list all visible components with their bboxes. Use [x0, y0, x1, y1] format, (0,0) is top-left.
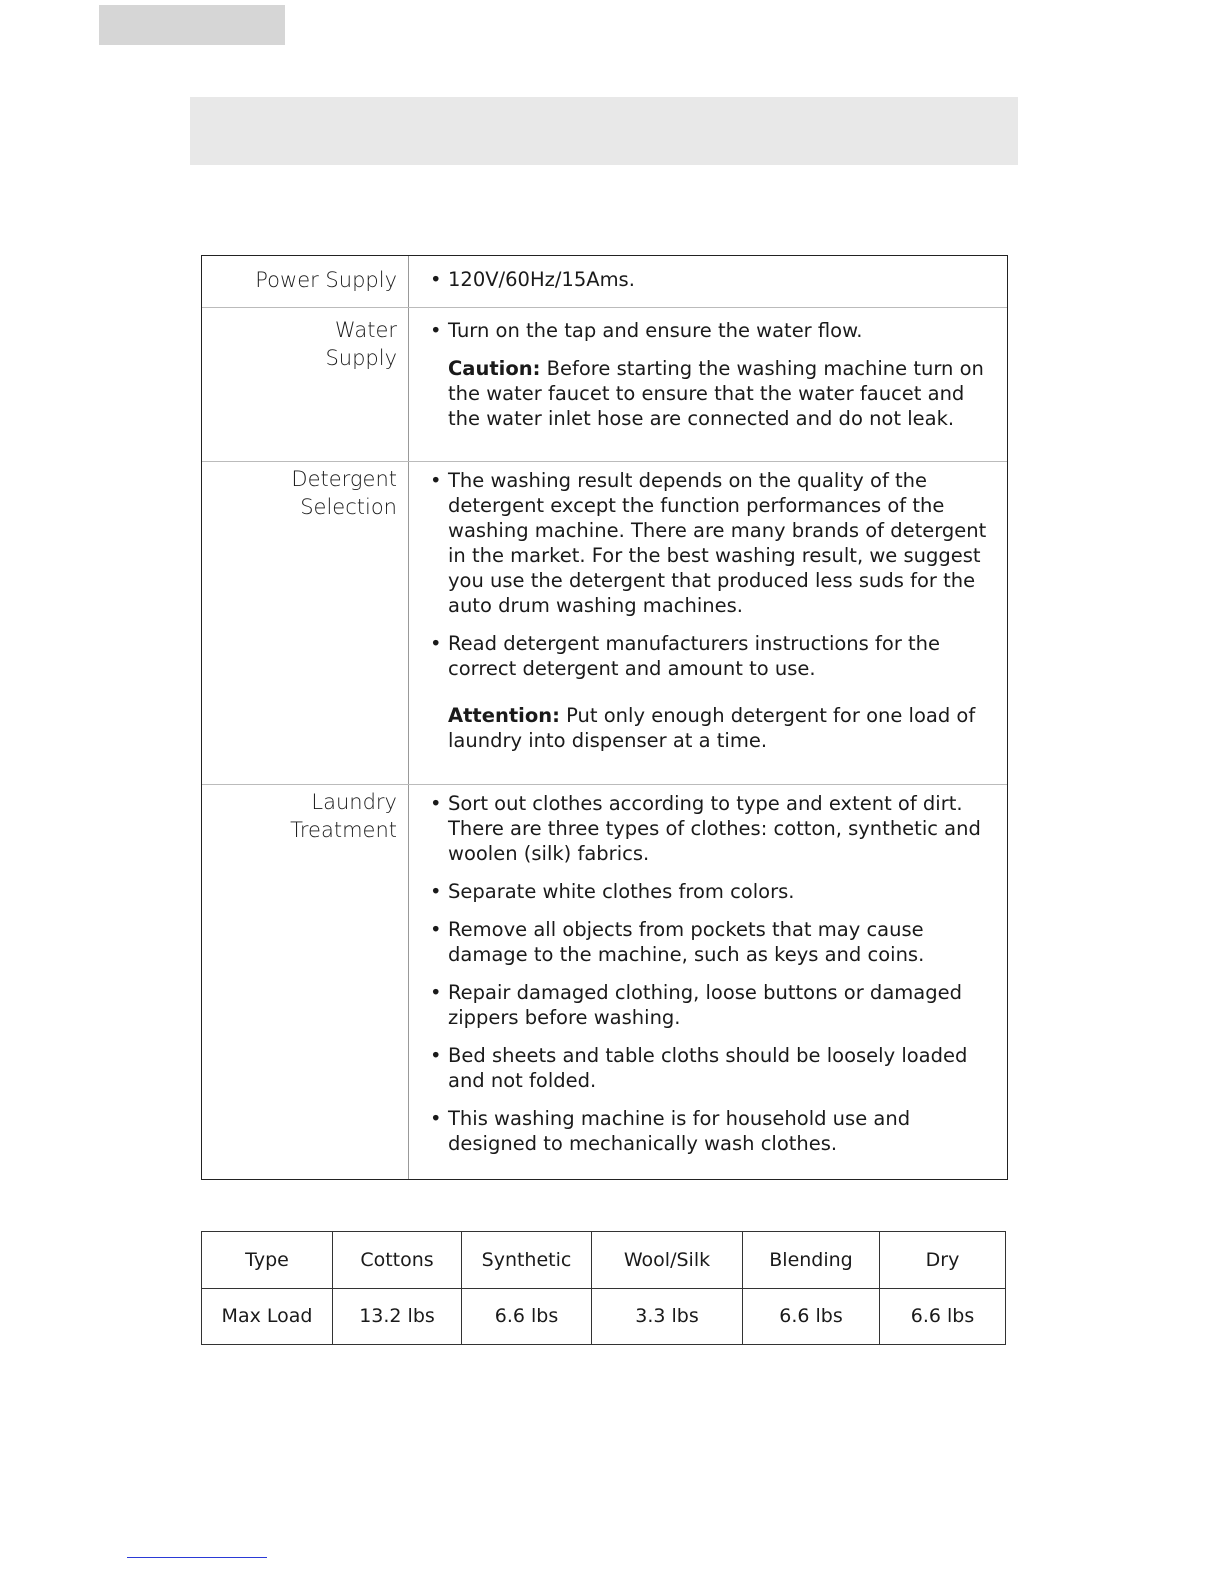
detergent-selection-content — [430, 468, 1000, 753]
list-item: • 120V/60Hz/15Ams. — [430, 267, 1000, 292]
instructions-table — [201, 255, 1008, 1180]
attention-note — [448, 703, 1000, 753]
table-cell: 13.2 lbs — [333, 1288, 462, 1345]
table-header-cell: Dry — [880, 1232, 1006, 1289]
column-divider — [408, 256, 409, 1179]
table-header-cell: Synthetic — [462, 1232, 592, 1289]
row-label-laundry-treatment: Laundry Treatment — [290, 790, 397, 842]
row-label-water-supply: Water Supply — [325, 318, 397, 370]
row-label-power-supply: Power Supply — [255, 268, 397, 292]
list-item: • The washing result depends on the quality of the detergent except the function performances of the washing machine. There are many brands of detergent in the market. For the best washing result, we suggest you use the detergent that produced less suds for the auto drum washing machines. — [430, 468, 1000, 618]
table-cell: 6.6 lbs — [880, 1288, 1006, 1345]
row-label-detergent-selection: Detergent Selection — [291, 467, 397, 519]
list-item: • Bed sheets and table cloths should be loosely loaded and not folded. — [430, 1043, 1000, 1093]
row-divider — [202, 784, 1007, 785]
attention-label: Attention: — [448, 704, 560, 727]
table-header-cell: Type — [202, 1232, 333, 1289]
table-header-cell: Cottons — [333, 1232, 462, 1289]
table-header-cell: Blending — [743, 1232, 880, 1289]
table-cell: 6.6 lbs — [462, 1288, 592, 1345]
table-header-row — [202, 1232, 1006, 1289]
list-item: • This washing machine is for household use and designed to mechanically wash clothes. — [430, 1106, 1000, 1156]
caution-label: Caution: — [448, 357, 541, 380]
list-item: • Remove all objects from pockets that may cause damage to the machine, such as keys and coins. — [430, 917, 1000, 967]
water-supply-content — [430, 318, 1000, 431]
table-cell: 6.6 lbs — [743, 1288, 880, 1345]
row-divider — [202, 307, 1007, 308]
caution-note — [448, 356, 1000, 431]
list-item: • Separate white clothes from colors. — [430, 879, 1000, 904]
list-item: • Repair damaged clothing, loose buttons or damaged zippers before washing. — [430, 980, 1000, 1030]
table-cell: Max Load — [202, 1288, 333, 1345]
row-divider — [202, 461, 1007, 462]
power-supply-content — [430, 267, 1000, 305]
footer-link-underline — [127, 1557, 267, 1558]
table-cell: 3.3 lbs — [592, 1288, 743, 1345]
caution-text: Before starting the washing machine turn on the water faucet to ensure that the water faucet and the water inlet hose are connected and do not leak. — [448, 357, 984, 430]
list-item: • Sort out clothes according to type and extent of dirt. There are three types of clothes: cotton, synthetic and woolen (silk) fabrics. — [430, 791, 1000, 866]
laundry-treatment-content — [430, 791, 1000, 1169]
table-header-cell: Wool/Silk — [592, 1232, 743, 1289]
attention-text: Put only enough detergent for one load of laundry into dispenser at a time. — [448, 704, 976, 752]
table-row — [202, 1288, 1006, 1345]
header-tab-box — [99, 5, 285, 45]
list-item: • Read detergent manufacturers instructions for the correct detergent and amount to use. — [430, 631, 1000, 681]
max-load-table — [201, 1231, 1006, 1345]
section-header-band — [190, 97, 1018, 165]
list-item: • Turn on the tap and ensure the water flow. — [430, 318, 1000, 343]
